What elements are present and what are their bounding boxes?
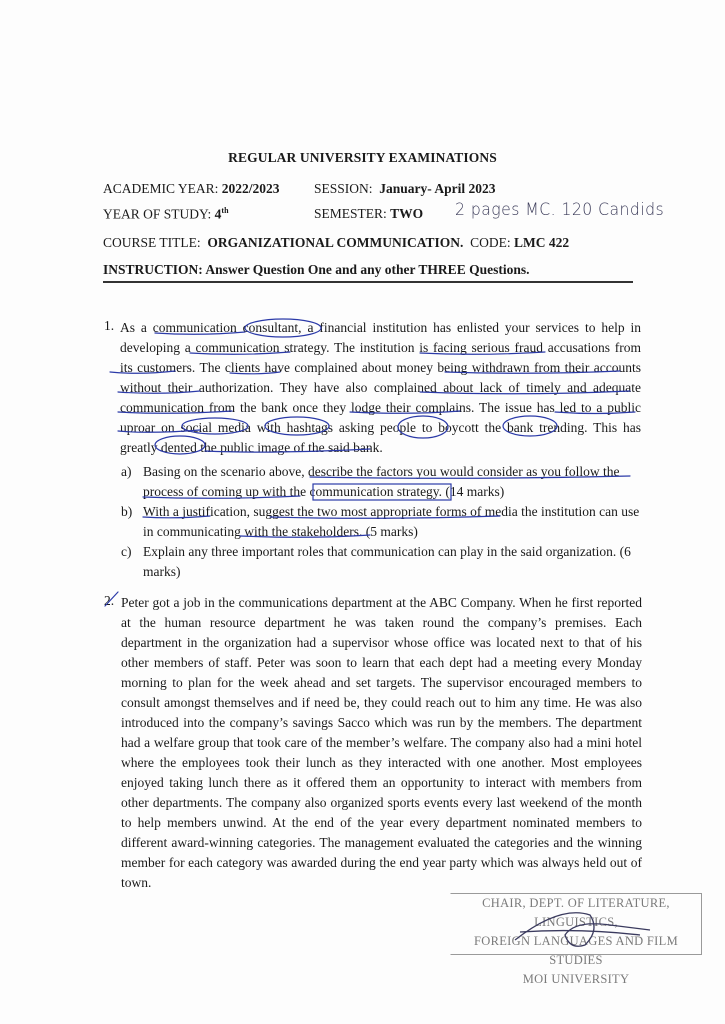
- subquestion-a-label: a): [121, 464, 132, 479]
- academic-year-value: 2022/2023: [221, 181, 280, 196]
- session-value: January- April 2023: [379, 181, 496, 196]
- year-of-study-row: [103, 206, 229, 223]
- code-value: LMC 422: [514, 235, 570, 250]
- course-title-row: [103, 235, 569, 251]
- exam-title: REGULAR UNIVERSITY EXAMINATIONS: [228, 150, 497, 165]
- semester-label: SEMESTER:: [314, 206, 387, 221]
- handwritten-note: 2 pages MC. 120 Candids: [455, 200, 665, 220]
- year-of-study-value: 4: [214, 206, 222, 222]
- question-1-number: 1.: [104, 318, 115, 333]
- question-2-text: Peter got a job in the communications department at the ABC Company. When he first reported at the human resource department he was taken round the company’s premises. Each department in the organization had a supervisor whose office was located next to that of his other members of staff. Peter was soon to learn that each dept had a meeting every Monday morning to plan for the week ahead and set targets. The supervisor encouraged members to consult amongst themselves and if need be, they could reach out to him any time. He was also introduced into the company’s savings Sacco which was run by the members. The department had a welfare group that took care of the member’s welfare. The company also had a mini hotel where the employees took their lunch as they interacted with one another. Most employees enjoyed taking lunch there as it offered them an opportunity to interact with members from other departments. The company also organized sports events every last weekend of the month to help members unwind. At the end of the year every department nominated members to different award-winning categories. The management evaluated the categories and the winning member for each category was awarded during the end year party which was always held out of town.: [121, 595, 642, 890]
- code-label: CODE:: [470, 235, 511, 250]
- course-title-label: COURSE TITLE:: [103, 235, 201, 250]
- stamp-line-1: CHAIR, DEPT. OF LITERATURE, LINGUISTICS,: [482, 896, 670, 929]
- academic-year-label: ACADEMIC YEAR:: [103, 181, 219, 196]
- subquestion-c-text: Explain any three important roles that communication can play in the said organization. (6 marks): [143, 544, 631, 579]
- department-stamp: [450, 893, 702, 986]
- session-row: [314, 181, 496, 197]
- subquestion-a-text: Basing on the scenario above, describe the factors you would consider as you follow the process of coming up with the communication strategy. (14 marks): [143, 464, 620, 499]
- subquestion-b-label: b): [121, 504, 133, 519]
- semester-row: [314, 206, 423, 222]
- stamp-line-2: FOREIGN LANGUAGES AND FILM STUDIES: [474, 934, 678, 967]
- course-title-value: ORGANIZATIONAL COMMUNICATION.: [207, 235, 464, 250]
- session-label: SESSION:: [314, 181, 373, 196]
- question-2-number: 2.: [104, 593, 115, 608]
- academic-year-row: [103, 181, 280, 197]
- question-1-text: As a communication consultant, a financial institution has enlisted your services to help in developing a communication strategy. The institution is facing serious fraud accusations from its customers. The clients have complained about money being withdrawn from their accounts without their authorization. They have also complained about lack of timely and adequate communication from the bank once they lodge their complains. The issue has led to a public uproar on social media with hashtags asking people to boycott the bank trending. This has greatly dented the public image of the said bank.: [120, 320, 641, 455]
- subquestion-c-label: c): [121, 544, 132, 559]
- year-of-study-suffix: th: [221, 206, 229, 215]
- subquestion-b-text: With a justification, suggest the two most appropriate forms of media the institution can use in communicating with the stakeholders. (5 marks): [143, 504, 640, 539]
- semester-value: TWO: [390, 206, 424, 221]
- header-divider: [103, 281, 633, 283]
- stamp-line-3: MOI UNIVERSITY: [522, 972, 630, 986]
- instruction: INSTRUCTION: Answer Question One and any other THREE Questions.: [103, 262, 530, 277]
- year-of-study-label: YEAR OF STUDY:: [103, 206, 212, 222]
